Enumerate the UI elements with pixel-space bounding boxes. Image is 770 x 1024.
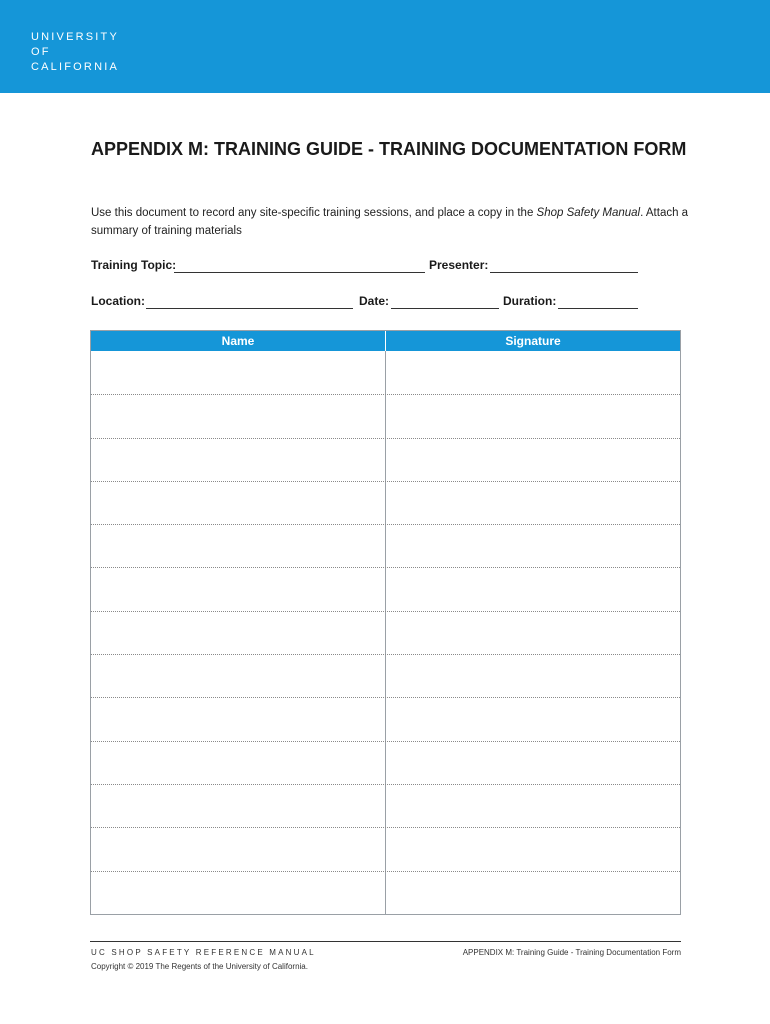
name-cell[interactable] [91,568,385,610]
signature-cell[interactable] [385,785,680,827]
name-cell[interactable] [91,612,385,654]
signature-cell[interactable] [385,655,680,697]
signature-cell[interactable] [385,612,680,654]
logo-line-1: UNIVERSITY [31,31,120,43]
table-row [91,871,680,914]
intro-text [91,204,691,240]
name-cell[interactable] [91,439,385,481]
footer-divider [90,941,681,942]
header-band [0,0,770,93]
duration-field[interactable] [558,308,638,309]
signature-cell[interactable] [385,525,680,567]
table-row [91,741,680,784]
signature-cell[interactable] [385,742,680,784]
signature-cell[interactable] [385,482,680,524]
logo-line-2: OF [31,46,51,58]
presenter-field[interactable] [490,272,638,273]
intro-before: Use this document to record any site-specific training sessions, and place a copy in the [91,207,537,219]
name-cell[interactable] [91,525,385,567]
name-cell[interactable] [91,698,385,740]
column-header-signature: Signature [385,331,680,351]
table-row [91,827,680,870]
table-row [91,481,680,524]
name-cell[interactable] [91,482,385,524]
table-header [91,331,680,351]
name-cell[interactable] [91,872,385,914]
signature-cell[interactable] [385,828,680,870]
page-title: APPENDIX M: TRAINING GUIDE - TRAINING DOCUMENTATION FORM [91,139,687,159]
name-cell[interactable] [91,395,385,437]
signature-cell[interactable] [385,439,680,481]
table-body [91,351,680,914]
location-field[interactable] [146,308,353,309]
table-row [91,524,680,567]
training-topic-field[interactable] [174,272,425,273]
signature-cell[interactable] [385,872,680,914]
footer-section-title: APPENDIX M: Training Guide - Training Documentation Form [462,948,681,957]
field-row-location [91,294,651,310]
table-row [91,611,680,654]
footer-manual-title: UC SHOP SAFETY REFERENCE MANUAL [91,948,316,957]
training-topic-label: Training Topic: [91,258,177,272]
table-row [91,351,680,394]
column-header-name: Name [221,334,255,348]
name-cell[interactable] [91,655,385,697]
table-row [91,394,680,437]
footer-copyright: Copyright © 2019 The Regents of the University of California. [91,962,308,971]
field-row-topic [91,258,651,274]
intro-emphasis: Shop Safety Manual [536,207,641,219]
table-row [91,567,680,610]
logo-line-3: CALIFORNIA [31,61,120,73]
presenter-label: Presenter: [429,258,489,272]
date-label: Date: [359,294,390,308]
table-row [91,697,680,740]
date-field[interactable] [391,308,499,309]
table-row [91,438,680,481]
university-logo [31,30,119,75]
name-cell[interactable] [91,742,385,784]
duration-label: Duration: [503,294,557,308]
signature-cell[interactable] [385,351,680,394]
signature-cell[interactable] [385,395,680,437]
signature-cell[interactable] [385,698,680,740]
name-cell[interactable] [91,828,385,870]
table-row [91,654,680,697]
signature-table [90,330,681,915]
location-label: Location: [91,294,145,308]
table-row [91,784,680,827]
intro-after: . Attach a summary of training materials [91,207,689,237]
signature-cell[interactable] [385,568,680,610]
name-cell[interactable] [91,351,385,394]
name-cell[interactable] [91,785,385,827]
